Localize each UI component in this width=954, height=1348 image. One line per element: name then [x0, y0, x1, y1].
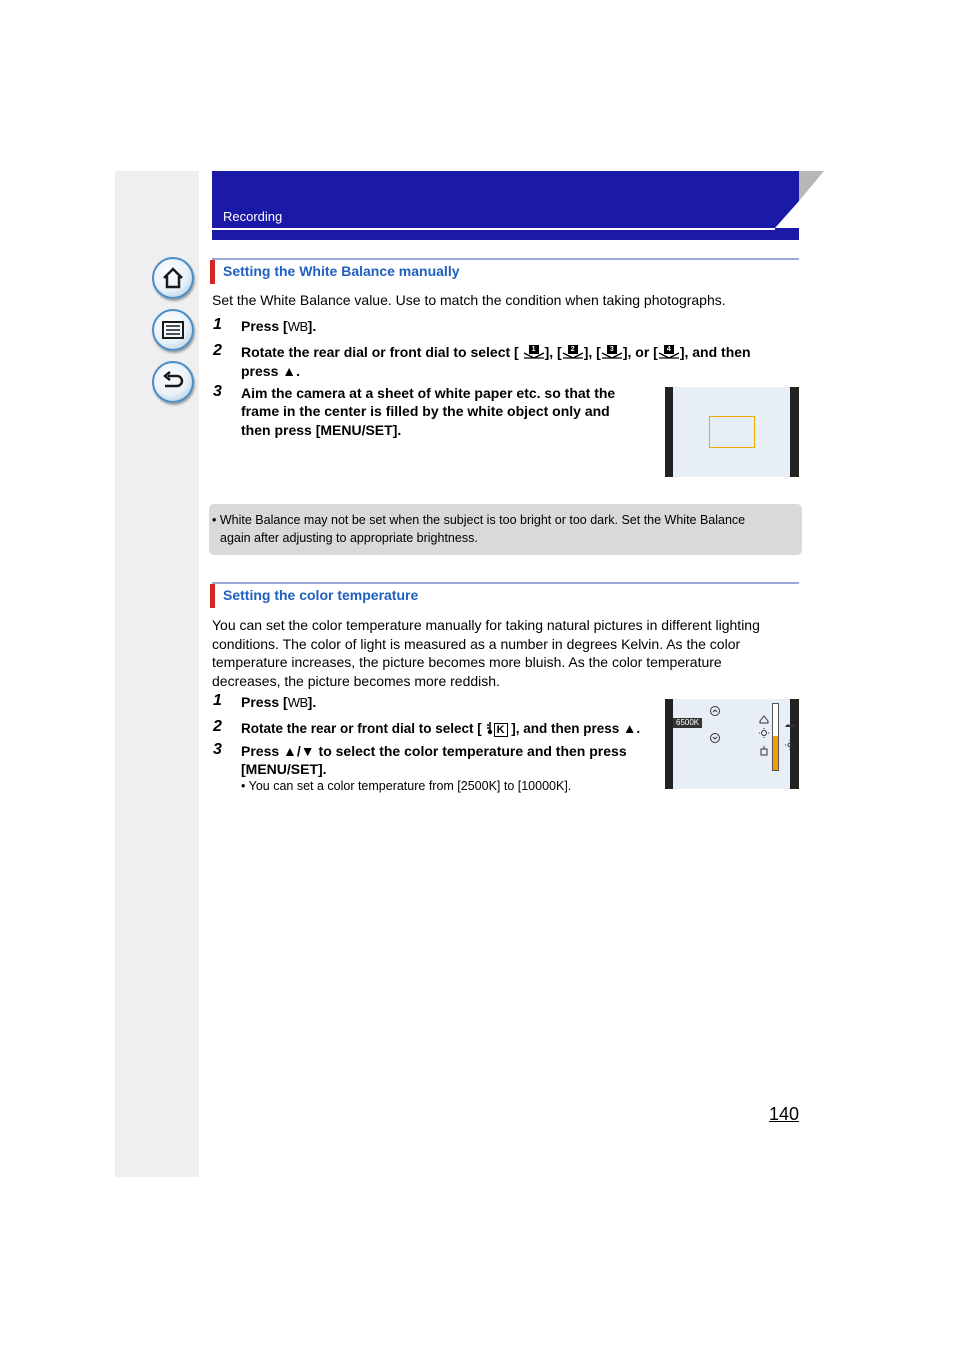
thermometer-icon	[486, 721, 494, 735]
temperature-slider-fill	[773, 736, 778, 770]
light-source-icons	[758, 713, 770, 759]
section-title: Setting the color temperature	[223, 587, 419, 603]
step-text-part: ], or [	[622, 344, 658, 360]
step-text	[241, 693, 316, 712]
wb-set-icon	[562, 345, 584, 359]
step-number: 1	[213, 692, 222, 709]
chapter-title: Recording	[223, 209, 283, 224]
step-text	[241, 317, 316, 336]
list-icon	[161, 318, 185, 342]
set-number: 4	[664, 345, 674, 354]
step-text-part: ], [	[583, 344, 601, 360]
up-arrow-icon	[709, 705, 721, 717]
section-title: Setting the White Balance manually	[223, 263, 460, 279]
paragraph-line: conditions. The color of light is measured as a number in degrees Kelvin. As the color	[212, 635, 741, 652]
wb-set-icon	[523, 345, 545, 359]
set-number: 3	[607, 345, 617, 354]
step-text: then press [MENU/SET].	[241, 422, 402, 438]
step-text-part: Press [	[241, 318, 288, 334]
paragraph-line: temperature increases, the picture becomes more bluish. As the color temperature	[212, 654, 722, 670]
wb-icon: WB	[287, 695, 308, 710]
center-frame	[709, 416, 755, 448]
page-number: 140	[769, 1104, 800, 1124]
kelvin-value: 6500K	[673, 718, 702, 728]
section-rule	[212, 258, 799, 260]
wb-icon: WB	[287, 319, 308, 334]
wb-set-shape	[601, 352, 623, 359]
header-corner	[772, 171, 824, 240]
section-marker	[210, 584, 215, 608]
return-arrow-icon	[161, 370, 185, 394]
color-temp-icon	[486, 719, 508, 740]
camera-screen-white-balance	[665, 387, 799, 477]
step-number: 2	[213, 718, 222, 735]
step-text: Press ▲/▼ to select the color temperature and then press	[241, 743, 627, 759]
step-text: Aim the camera at a sheet of white paper etc. so that the	[241, 385, 616, 401]
wb-set-icon	[601, 345, 623, 359]
step-text-part: Rotate the rear or front dial to select [	[241, 721, 482, 736]
bullet-note: • You can set a color temperature from [2500K] to [10000K].	[241, 779, 572, 793]
section-paragraph	[212, 616, 760, 690]
step-number: 2	[213, 342, 222, 359]
section-marker	[210, 260, 215, 284]
down-arrow-icon	[709, 732, 721, 744]
step-number: 3	[213, 741, 222, 758]
step-number: 3	[213, 383, 222, 400]
header-divider	[212, 228, 775, 230]
set-number: 1	[529, 345, 539, 354]
wb-set-shape	[523, 352, 545, 359]
step-text-part: ], and then	[679, 344, 751, 360]
wb-set-icon	[658, 345, 680, 359]
step-text: frame in the center is filled by the white object only and	[241, 403, 610, 419]
menu-button[interactable]	[152, 309, 194, 351]
step-text-part: ], [	[544, 344, 562, 360]
step-number: 1	[213, 316, 222, 333]
note-line: again after adjusting to appropriate brightness.	[220, 531, 478, 545]
step-text-part: Press [	[241, 694, 288, 710]
paragraph-line: You can set the color temperature manually for taking natural pictures in different lighting	[212, 617, 760, 633]
section-intro: Set the White Balance value. Use to match the condition when taking photographs.	[212, 292, 726, 308]
step-text	[241, 719, 640, 740]
step-text: press ▲.	[241, 363, 300, 379]
home-icon	[161, 266, 185, 290]
home-button[interactable]	[152, 257, 194, 299]
step-text	[241, 343, 801, 362]
note-line: • White Balance may not be set when the subject is too bright or too dark. Set the White Balance	[212, 513, 746, 527]
note-text	[212, 511, 800, 547]
step-text: [MENU/SET].	[241, 761, 327, 777]
wb-set-shape	[562, 352, 584, 359]
step-text-part: ], and then press ▲.	[511, 721, 641, 736]
kelvin-letter: K	[494, 723, 508, 737]
step-text-part: ].	[307, 318, 317, 334]
wb-set-shape	[658, 352, 680, 359]
camera-screen-color-temperature	[665, 699, 799, 789]
set-number: 2	[568, 345, 578, 354]
back-button[interactable]	[152, 361, 194, 403]
step-text-part: Rotate the rear dial or front dial to select [	[241, 344, 519, 360]
paragraph-line: decreases, the picture becomes more reddish.	[212, 672, 500, 689]
section-rule	[212, 582, 799, 584]
weather-icons	[783, 721, 797, 755]
step-text-part: ].	[307, 694, 317, 710]
